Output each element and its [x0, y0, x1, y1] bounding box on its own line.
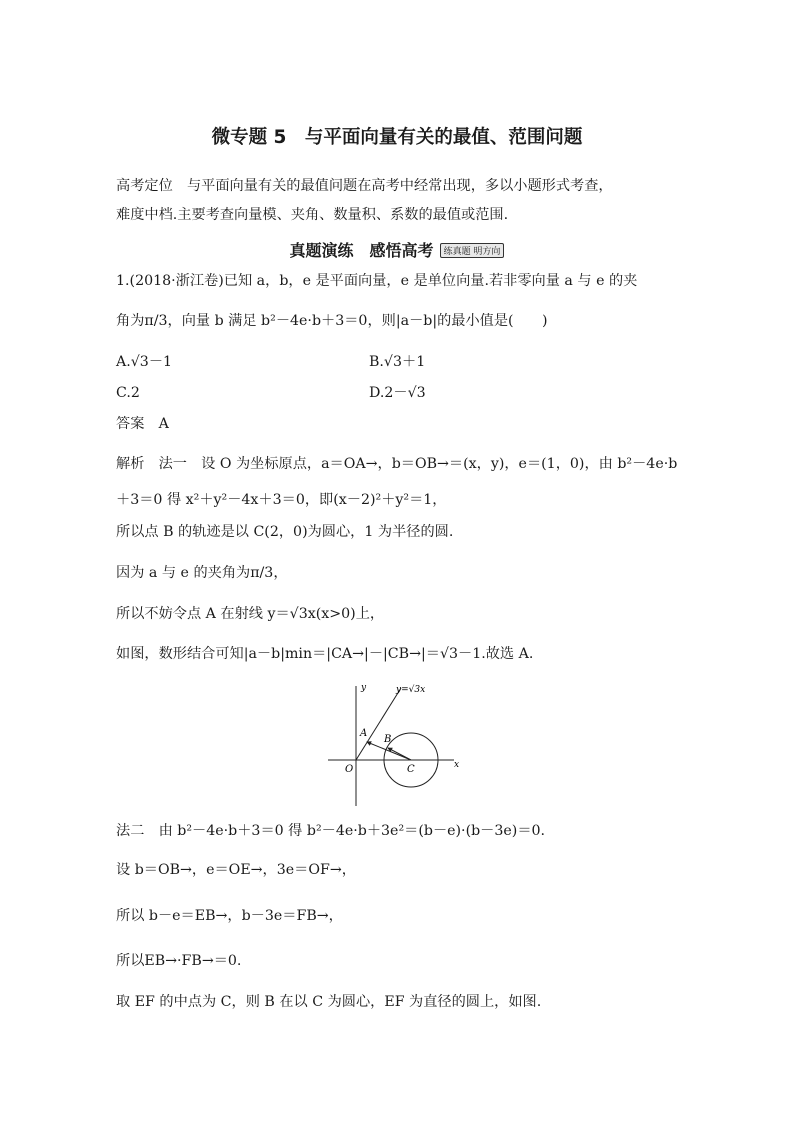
answer: 答案 A — [116, 416, 169, 432]
option-b: B.√3＋1 — [369, 354, 426, 370]
solution-line-8: 设 b＝OB→，e＝OE→，3e＝OF→， — [116, 862, 356, 878]
intro-line-1: 高考定位 与平面向量有关的最值问题在高考中经常出现，多以小题形式考查， — [116, 178, 613, 194]
point-o-label: O — [345, 764, 354, 775]
problem-line-1: 1.(2018·浙江卷)已知 a，b，e 是平面向量，e 是单位向量.若非零向量 a 与 e 的夹 — [116, 273, 638, 289]
x-axis-label: x — [454, 760, 460, 770]
circle-ray-figure — [326, 680, 466, 810]
page-title: 微专题 5 与平面向量有关的最值、范围问题 — [211, 127, 583, 148]
section-tag: 练真题 明方向 — [440, 243, 505, 258]
problem-line-2: 角为π/3，向量 b 满足 b²－4e·b＋3＝0，则|a－b|的最小值是( ) — [116, 313, 548, 329]
solution-line-2: ＋3＝0 得 x²＋y²－4x＋3＝0，即(x－2)²＋y²＝1， — [116, 492, 447, 508]
solution-line-11: 取 EF 的中点为 C，则 B 在以 C 为圆心，EF 为直径的圆上，如图. — [116, 994, 542, 1010]
ray-label: y=√3x — [396, 685, 426, 695]
point-b-label: B — [384, 734, 392, 745]
point-c-label: C — [407, 764, 415, 775]
solution-line-4: 因为 a 与 e 的夹角为π/3， — [116, 565, 288, 581]
section-heading-text: 真题演练 感悟高考 — [289, 241, 434, 260]
solution-line-1: 解析 法一 设 O 为坐标原点，a＝OA→，b＝OB→＝(x，y)，e＝(1，0)，由 b²－4e·b — [116, 456, 678, 472]
intro-line-2: 难度中档.主要考查向量模、夹角、数量积、系数的最值或范围. — [116, 207, 509, 223]
solution-line-9: 所以 b－e＝EB→，b－3e＝FB→， — [116, 908, 343, 924]
solution-line-6: 如图，数形结合可知|a－b|min＝|CA→|－|CB→|＝√3－1.故选 A. — [116, 646, 534, 662]
vector-cb — [388, 748, 411, 760]
solution-line-5: 所以不妨令点 A 在射线 y＝√3x(x>0)上， — [116, 606, 385, 622]
solution-line-3: 所以点 B 的轨迹是以 C(2，0)为圆心，1 为半径的圆. — [116, 524, 454, 540]
point-a-label: A — [360, 728, 368, 739]
section-heading — [0, 238, 794, 261]
solution-line-10: 所以EB→·FB→＝0. — [116, 953, 242, 969]
y-axis-label: y — [361, 683, 367, 693]
solution-line-7: 法二 由 b²－4e·b＋3＝0 得 b²－4e·b＋3e²＝(b－e)·(b－3e)＝0. — [116, 823, 546, 839]
ray-line — [356, 688, 401, 760]
option-d: D.2－√3 — [369, 385, 426, 401]
option-a: A.√3－1 — [116, 354, 173, 370]
option-c: C.2 — [116, 385, 140, 401]
